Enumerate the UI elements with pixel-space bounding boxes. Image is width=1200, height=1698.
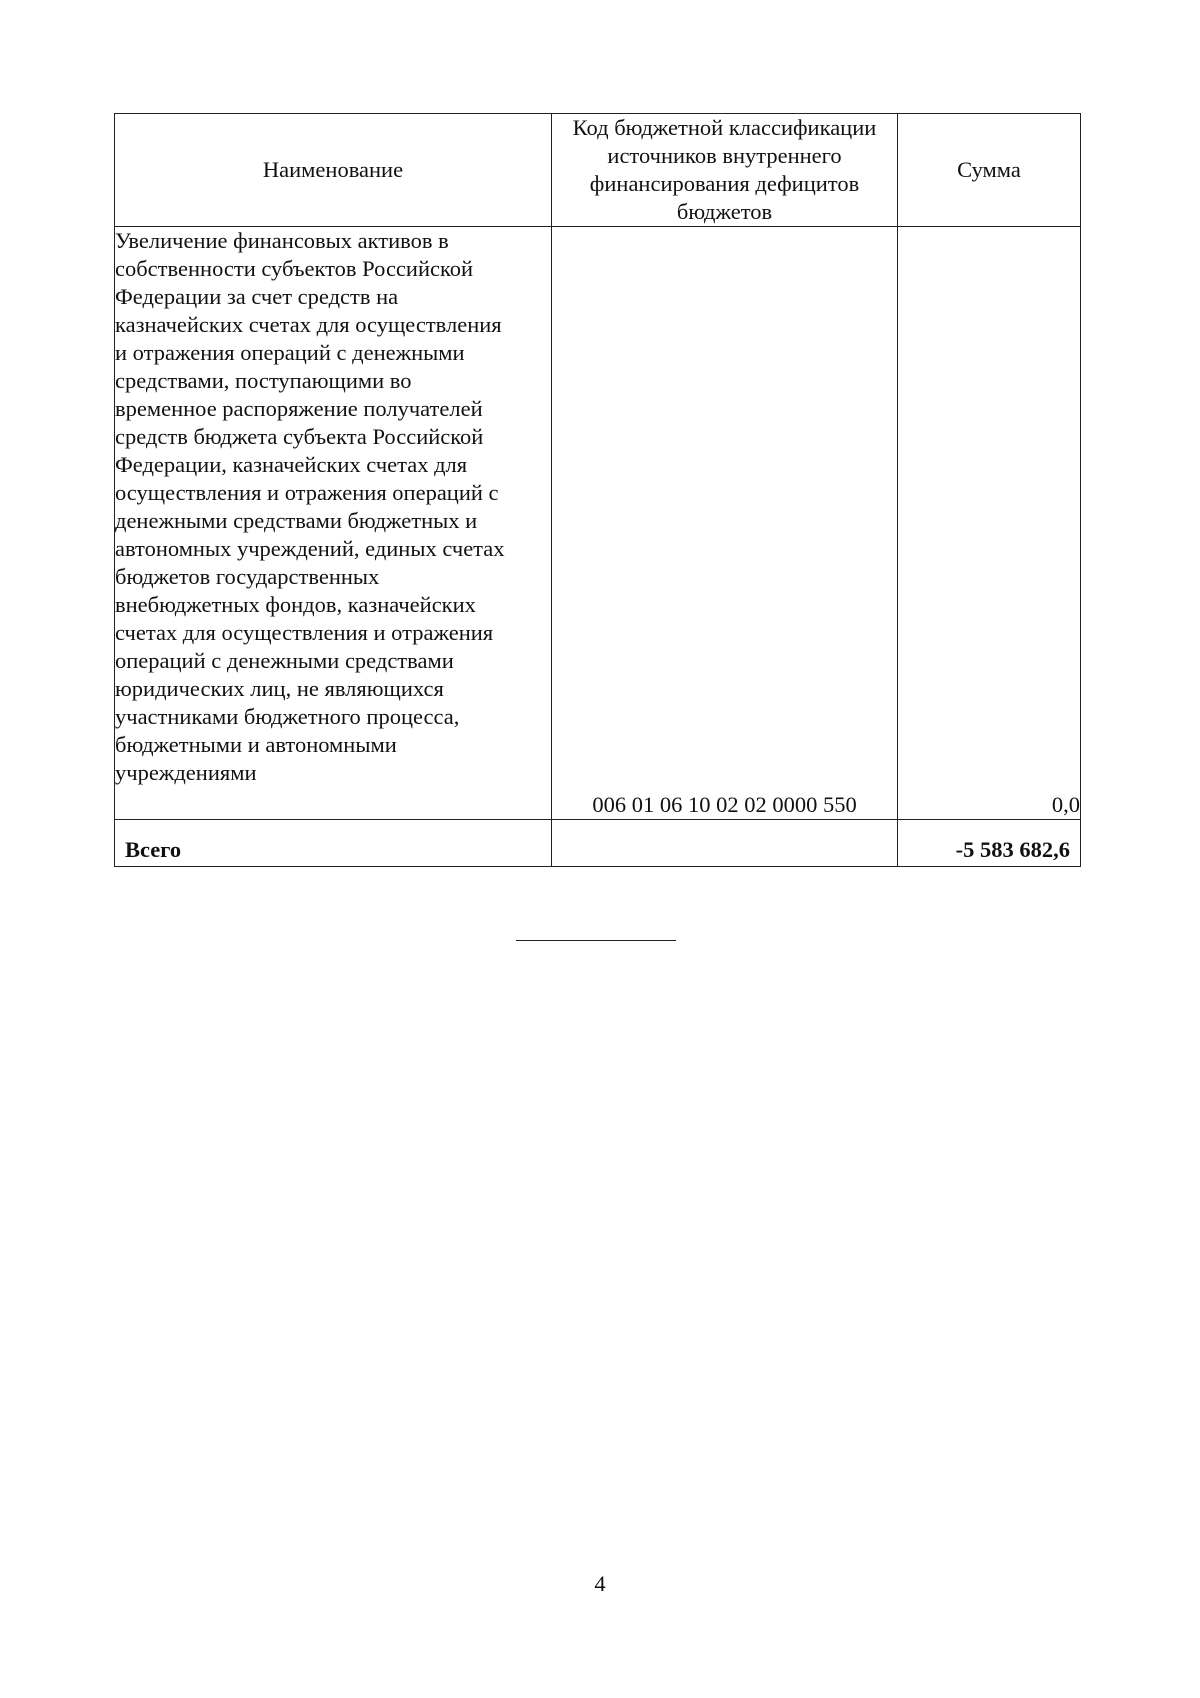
total-code — [552, 820, 898, 867]
row-sum: 0,0 — [898, 227, 1081, 820]
table-row — [115, 227, 1081, 820]
header-name: Наименование — [115, 114, 552, 227]
row-name-cell — [115, 227, 552, 820]
table-header-row — [115, 114, 1081, 227]
row-name: Увеличение финансовых активов в собственности субъектов Российской Федерации за счет средств на казначейских счетах для осуществления и отражения операций с денежными средствами, поступающими во временное распоряжение получателей средств бюджета субъекта Российской Федерации, казначейских счетах для осуществления и отражения операций с денежными средствами бюджетных и автономных учреждений, единых счетах бюджетов государственных внебюджетных фондов, казначейских счетах для осуществления и отражения операций с денежными средствами юридических лиц, не являющихся участниками бюджетного процесса, бюджетными и автономными учреждениями — [115, 228, 505, 785]
row-code: 006 01 06 10 02 02 0000 550 — [552, 227, 898, 820]
total-sum: -5 583 682,6 — [898, 820, 1081, 867]
page-number: 4 — [594, 1571, 606, 1596]
header-code: Код бюджетной классификации источников внутреннего финансирования дефицитов бюджетов — [552, 114, 898, 227]
total-label: Всего — [115, 820, 552, 867]
total-row — [115, 820, 1081, 867]
header-sum: Сумма — [898, 114, 1081, 227]
end-of-table-separator — [516, 940, 676, 941]
budget-sources-table — [114, 113, 1081, 867]
